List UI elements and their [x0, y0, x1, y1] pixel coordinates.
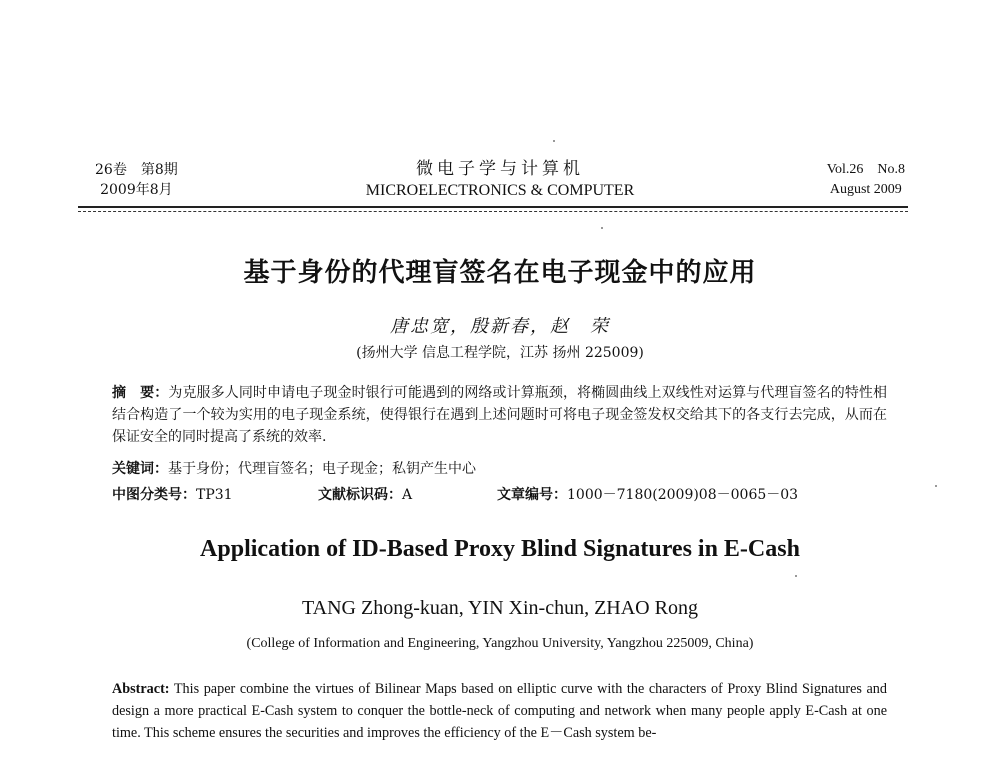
scan-speck [935, 485, 937, 487]
volume-en: Vol.26 No.8 [826, 162, 905, 177]
date-en: August 2009 [829, 182, 902, 197]
header-rule-dashed [78, 211, 908, 212]
article-number [497, 484, 798, 506]
article-number-value: 1000－7180(2009)08－0065－03 [567, 487, 799, 503]
article-number-label: 文章编号： [497, 487, 567, 503]
volume-cn: 26卷 第8期 [95, 162, 178, 178]
clc-label: 中图分类号： [112, 487, 196, 503]
abstract-en [112, 678, 887, 744]
scan-speck [795, 575, 797, 577]
journal-name-cn: 微电子学与计算机 [416, 159, 584, 179]
authors-cn: 唐忠宽，殷新春，赵 荣 [390, 316, 610, 337]
abstract-cn-text: 为克服多人同时申请电子现金时银行可能遇到的网络或计算瓶颈，将椭圆曲线上双线性对运算与代理盲签名的特性相结合构造了一个较为实用的电子现金系统，使得银行在遇到上述问题时可将电子现金签发权交给其下的各支行去完成，从而在保证安全的同时提高了系统的效率. [112, 385, 888, 445]
affiliation-en: (College of Information and Engineering, Yangzhou University, Yangzhou 225009, China) [246, 636, 754, 651]
header-rule [78, 206, 908, 208]
doc-code-label: 文献标识码： [318, 487, 402, 503]
keywords-cn-label: 关键词： [112, 461, 168, 477]
clc-value: TP31 [196, 487, 233, 503]
keywords-cn [112, 458, 887, 480]
clc-number [112, 484, 233, 506]
abstract-en-text: This paper combine the virtues of Bilinear Maps based on elliptic curve with the characters of Proxy Blind Signatures and design a more practical E-Cash system to conquer the bottle-neck of computing and network when many people apply E-Cash at one time. This scheme ensures the securities and improves the efficiency of the E－Cash system be- [112, 681, 887, 741]
doc-code-value: A [402, 487, 413, 503]
scan-speck [553, 140, 555, 142]
journal-name-en: MICROELECTRONICS & COMPUTER [365, 182, 635, 199]
scan-speck [601, 227, 603, 229]
authors-en: TANG Zhong-kuan, YIN Xin-chun, ZHAO Rong [302, 597, 698, 619]
paper-title-cn: 基于身份的代理盲签名在电子现金中的应用 [243, 258, 757, 288]
affiliation-cn: (扬州大学 信息工程学院，江苏 扬州 225009) [356, 345, 644, 361]
abstract-cn-label: 摘 要： [112, 385, 169, 401]
date-cn: 2009年8月 [100, 182, 173, 198]
document-code [318, 484, 412, 506]
abstract-cn [112, 382, 887, 448]
abstract-en-label: Abstract: [112, 681, 170, 697]
paper-title-en: Application of ID-Based Proxy Blind Signatures in E-Cash [200, 536, 800, 562]
keywords-cn-text: 基于身份；代理盲签名；电子现金；私钥产生中心 [168, 461, 476, 477]
issue-info-en [827, 160, 905, 200]
